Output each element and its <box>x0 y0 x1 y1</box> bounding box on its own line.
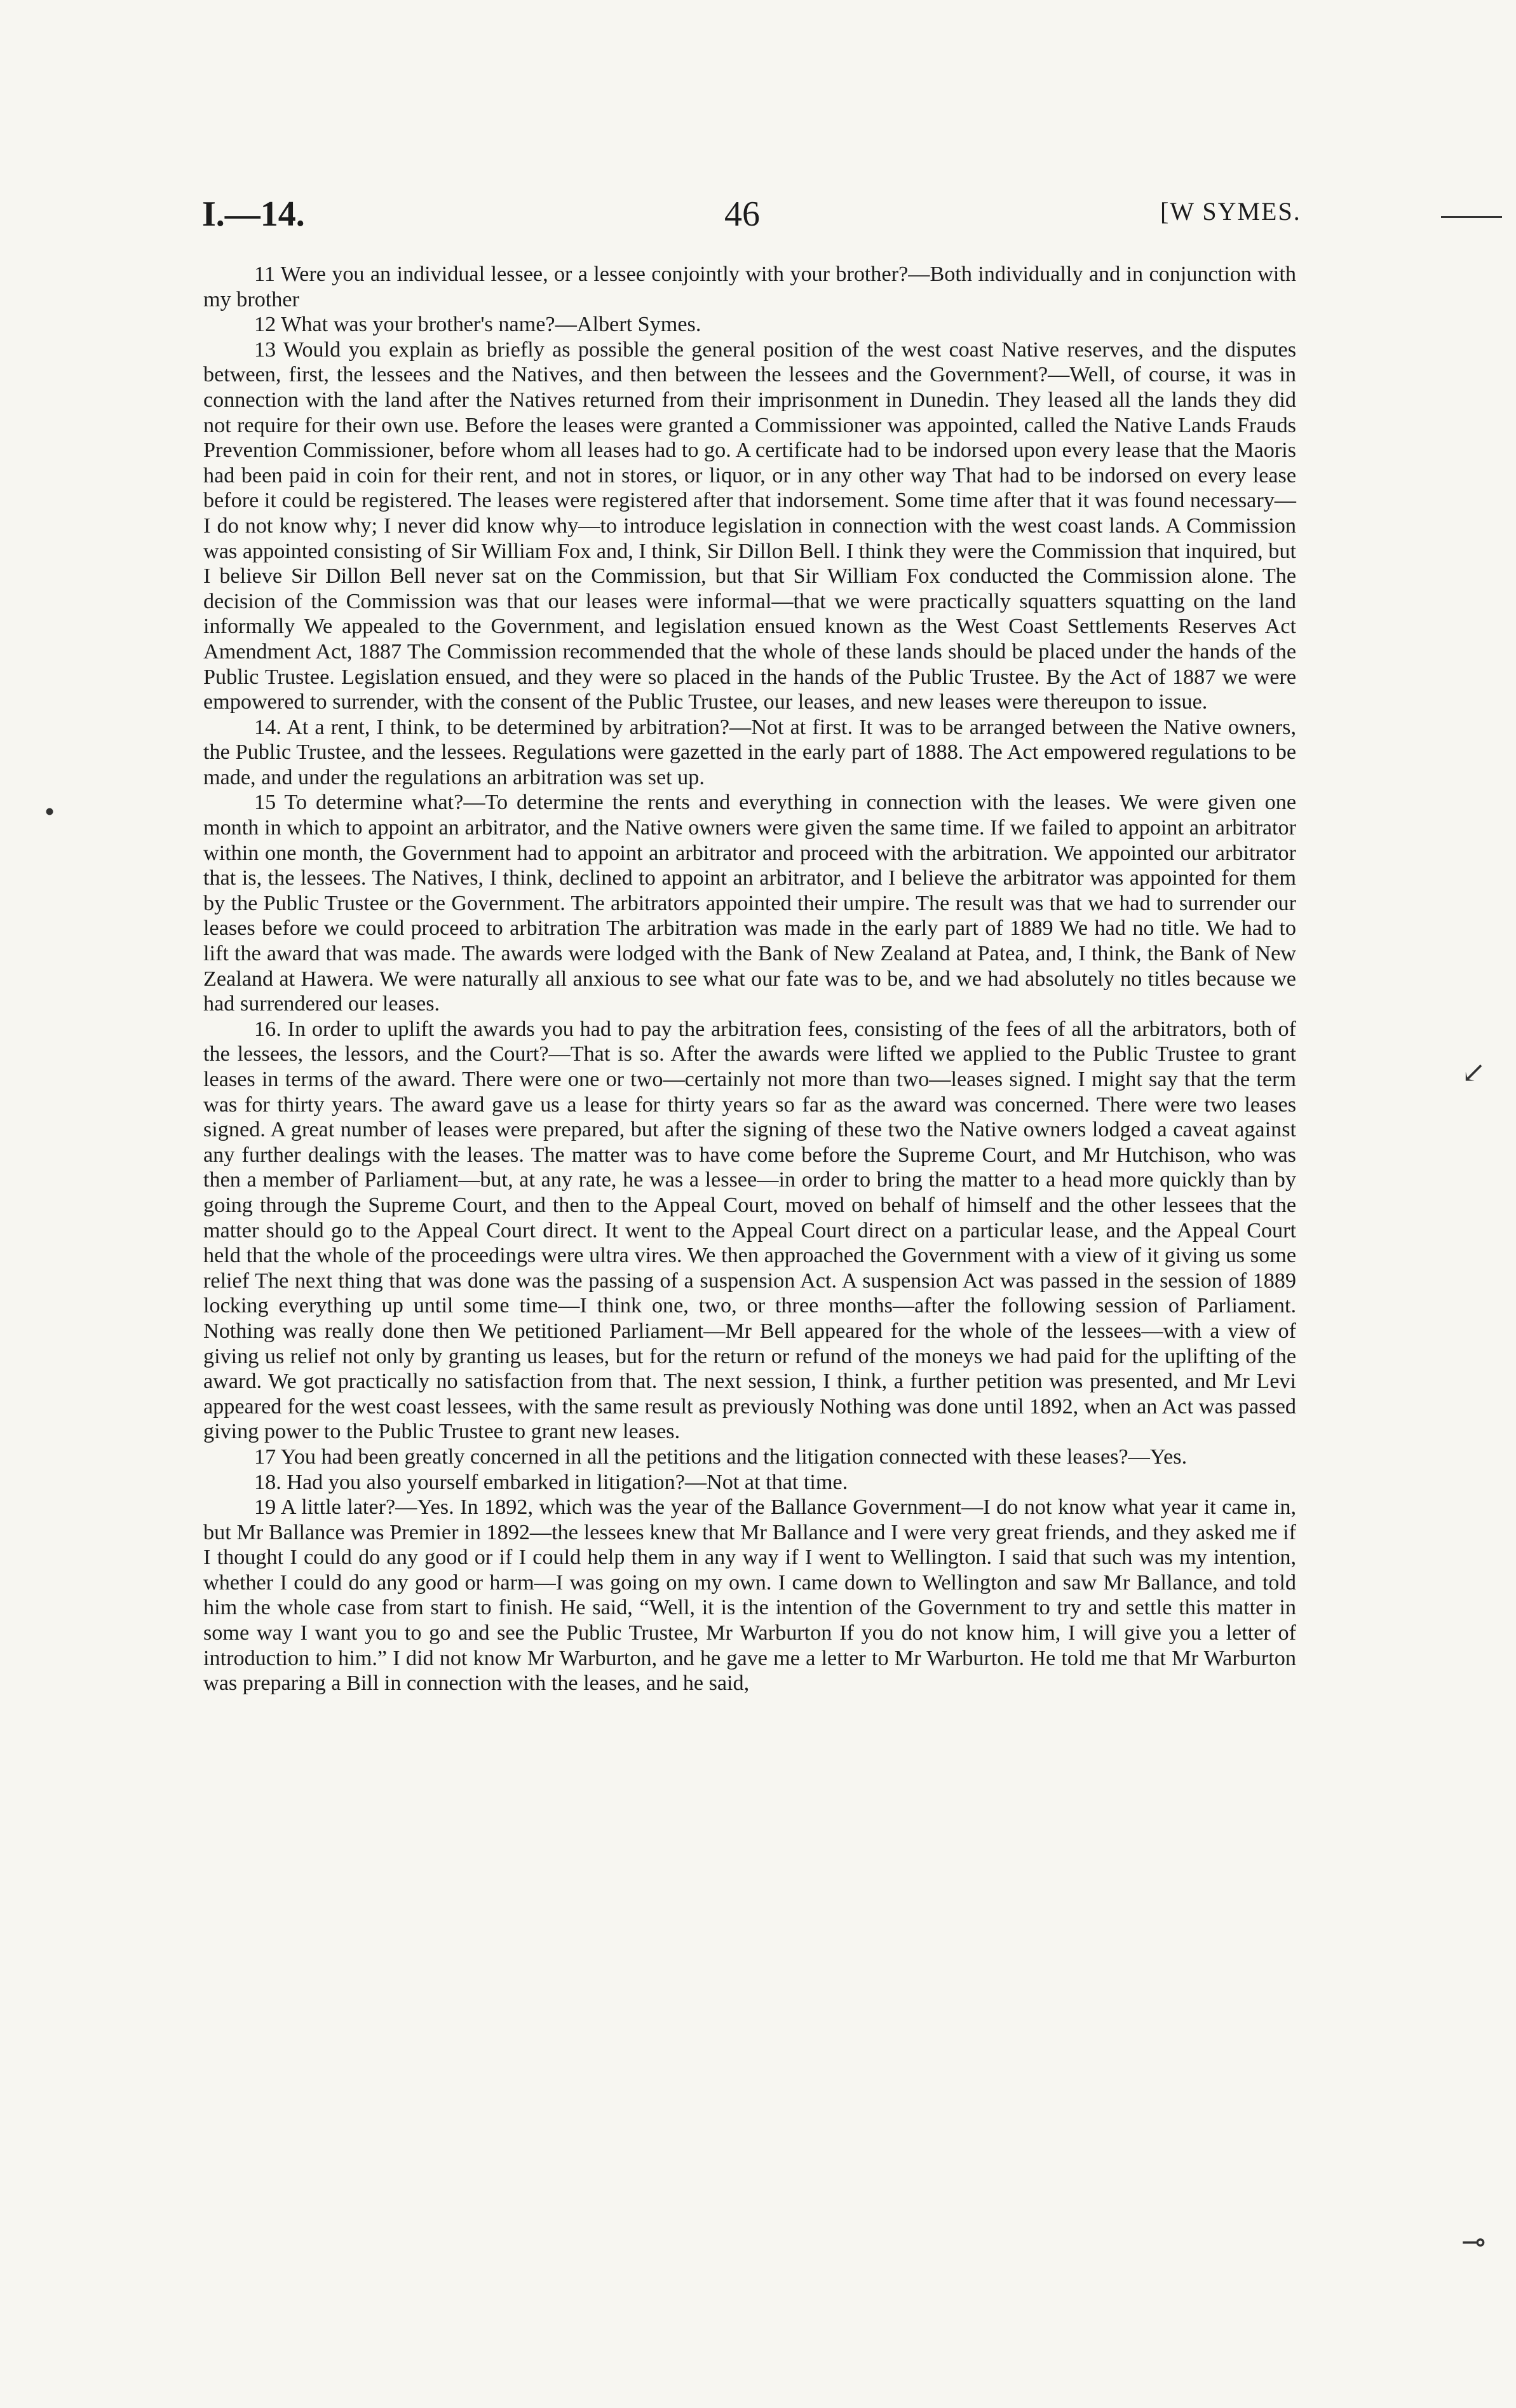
testimony-body <box>203 262 1296 1696</box>
paragraph-12: 12 What was your brother's name?—Albert Symes. <box>254 313 701 337</box>
paragraph-15: 15 To determine what?—To determine the rents and everything in connection with the leases. We were given one month in which to appoint an arbitrator, and the Native owners were given the same time. If we failed to appoint an arbitrator within one month, the Government had to appoint an arbitrator and proceed with the arbitration. We appointed our arbitrator that is, the lessees. The Natives, I think, declined to appoint an arbitrator, and I believe the arbitrator was appointed for them by the Public Trustee or the Government. The arbitrators appointed their umpire. The result was that we had to surrender our leases before we could proceed to arbitration The arbitration was made in the early part of 1889 We had no title. We had to lift the award that was made. The awards were lodged with the Bank of New Zealand at Patea, and, I think, the Bank of New Zealand at Hawera. We were naturally all anxious to see what our fate was to be, and we had absolutely no titles because we had surrendered our leases. <box>203 791 1296 1016</box>
page-header <box>0 194 1516 245</box>
paragraph-18: 18. Had you also yourself embarked in litigation?—Not at that time. <box>254 1470 848 1494</box>
paragraph-19: 19 A little later?—Yes. In 1892, which was the year of the Ballance Government—I do not know what year it came in, but Mr Ballance was Premier in 1892—the lessees knew that Mr Ballance and I were very great friends, and they asked me if I thought I could do any good or if I could help them in any way if I went to Wellington. I said that such was my intention, whether I could do any good or harm—I was going on my own. I came down to Wellington and saw Mr Ballance, and told him the whole case from start to finish. He said, “Well, it is the intention of the Government to try and settle this matter in some way I want you to go and see the Public Trustee, Mr Warburton If you do not know him, I will give you a letter of introduction to him.” I did not know Mr Warburton, and he gave me a letter to Mr Warburton. He told me that Mr Warburton was preparing a Bill in connection with the leases, and he said, <box>203 1495 1296 1696</box>
page-number: 46 <box>724 194 760 234</box>
paragraph-14: 14. At a rent, I think, to be determined by arbitration?—Not at first. It was to be arranged between the Native owners, the Public Trustee, and the lessees. Regulations were gazetted in the early part of 1888. The Act empowered regulations to be made, and under the regulations an arbitration was set up. <box>203 715 1296 789</box>
margin-dot-mark: • <box>44 795 55 827</box>
paragraph-17: 17 You had been greatly concerned in all the petitions and the litigation connected with these leases?—Yes. <box>254 1445 1188 1469</box>
margin-arrow-mark: ↙ <box>1461 1056 1486 1089</box>
paragraph-16: 16. In order to uplift the awards you had to pay the arbitration fees, consisting of the fees of all the arbitrators, both of the lessees, the lessors, and the Court?—That is so. After the awards were lifted we applied to the Public Trustee to grant leases in terms of the award. There were one or two—certainly not more than two—leases signed. I might say that the term was for thirty years. The award gave us a lease for thirty years so far as the award was concerned. There were two leases signed. A great number of leases were prepared, but after the signing of these two the Native owners lodged a caveat against any further dealings with the leases. The matter was to have come before the Supreme Court, and Mr Hutchison, who was then a member of Parliament—but, at any rate, he was a lessee—in order to bring the matter to a head more quickly than by going through the Supreme Court, and then to the Appeal Court, moved on behalf of himself and the other lessees that the matter should go to the Appeal Court direct. It went to the Appeal Court direct on a particular lease, and the Appeal Court held that the whole of the proceedings were ultra vires. We then approached the Government with a view of it giving us some relief The next thing that was done was the passing of a suspension Act. A suspension Act was passed in the session of 1889 locking everything up until some time—I think one, two, or three months—after the following session of Parliament. Nothing was really done then We petitioned Parliament—Mr Bell appeared for the whole of the lessees—with a view of giving us relief not only by granting us leases, but for the return or refund of the moneys we had paid for the uplifting of the award. We got practically no satisfaction from that. The next session, I think, a further petition was presented, and Mr Levi appeared for the west coast lessees, with the same result as previously Nothing was done until 1892, when an Act was passed giving power to the Public Trustee to grant new leases. <box>203 1017 1296 1444</box>
margin-tick-mark: ⊸ <box>1461 2226 1486 2258</box>
witness-name: [W SYMES. <box>1160 197 1301 226</box>
header-rule <box>1441 216 1502 218</box>
paragraph-13: 13 Would you explain as briefly as possible the general position of the west coast Native reserves, and the disputes between, first, the lessees and the Natives, and then between the lessees and the Government?—Well, of course, it was in connection with the land after the Natives returned from their imprisonment in Dunedin. They leased all the lands they did not require for their own use. Before the leases were granted a Commissioner was appointed, called the Native Lands Frauds Prevention Commissioner, before whom all leases had to go. A certificate had to be indorsed upon every lease that the Maoris had been paid in coin for their rent, and not in stores, or liquor, or in any other way That had to be indorsed on every lease before it could be registered. The leases were registered after that indorsement. Some time after that it was found necessary—I do not know why; I never did know why—to introduce legislation in connection with the west coast lands. A Commission was appointed consisting of Sir William Fox and, I think, Sir Dillon Bell. I think they were the Commission that inquired, but I believe Sir Dillon Bell never sat on the Commission, but that Sir William Fox conducted the Commission alone. The decision of the Commission was that our leases were informal—that we were practically squatters squatting on the land informally We appealed to the Government, and legislation ensued known as the West Coast Settlements Reserves Act Amendment Act, 1887 The Commission recommended that the whole of these lands should be placed under the hands of the Public Trustee. Legislation ensued, and they were so placed in the hands of the Public Trustee. By the Act of 1887 we were empowered to surrender, with the consent of the Public Trustee, our leases, and new leases were thereupon to issue. <box>203 337 1296 714</box>
paragraph-11: 11 Were you an individual lessee, or a lessee conjointly with your brother?—Both individually and in conjunction with my brother <box>203 262 1296 311</box>
series-number: I.—14. <box>202 194 305 234</box>
